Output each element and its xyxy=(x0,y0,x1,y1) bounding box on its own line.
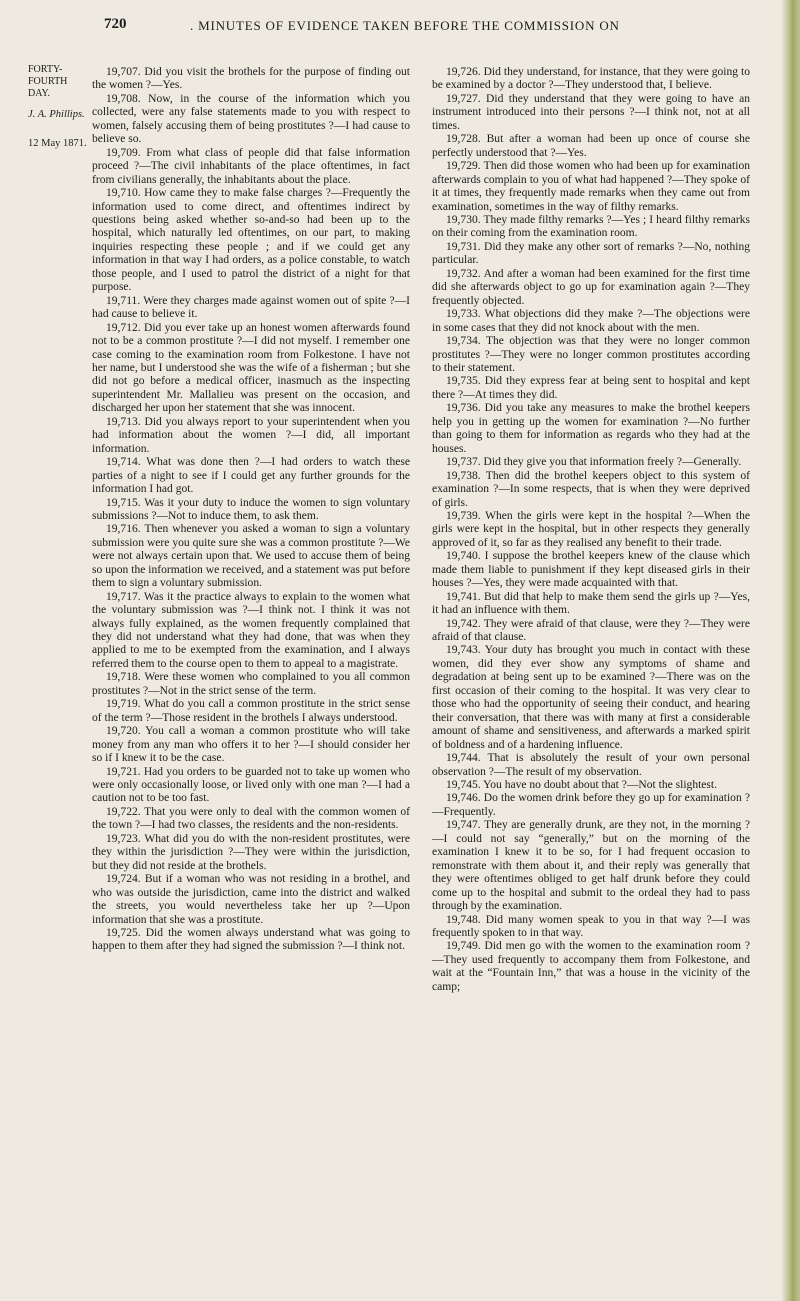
evidence-paragraph: 19,744. That is absolutely the result of your own personal observation ?—The result of my observation. xyxy=(432,752,750,778)
left-column xyxy=(92,66,410,954)
evidence-paragraph: 19,729. Then did those women who had been up for examination afterwards complain to you of what had happened ?—They spoke of it at times, they frequently made remarks when they came out from examination, sometimes in the way of filthy remarks. xyxy=(432,160,750,213)
running-title: . MINUTES OF EVIDENCE TAKEN BEFORE THE COMMISSION ON xyxy=(190,18,620,33)
evidence-paragraph: 19,734. The objection was that they were no longer common prostitutes ?—They were no longer common prostitutes according to their statement. xyxy=(432,335,750,374)
evidence-paragraph: 19,739. When the girls were kept in the hospital ?—When the girls were kept in the hospital, but in other respects they generally approved of it, so far as they realised any benefit to their trade. xyxy=(432,509,750,549)
evidence-paragraph: 19,715. Was it your duty to induce the women to sign voluntary submissions ?—Not to induce them, to ask them. xyxy=(92,496,410,522)
evidence-paragraph: 19,709. From what class of people did that false information proceed ?—The civil inhabitants of the place oftentimes, in fact from civilians generally, the inhabitants about the place. xyxy=(92,146,410,186)
evidence-paragraph: 19,713. Did you always report to your superintendent when you had information about the women ?—I did, all important information. xyxy=(92,415,410,455)
right-column xyxy=(432,66,750,994)
evidence-paragraph: 19,732. And after a woman had been examined for the first time did she afterwards object to go up for examination again ?—They frequently objected. xyxy=(432,267,750,307)
evidence-paragraph: 19,727. Did they understand that they were going to have an instrument introduced into their persons ?—I think not, not at all times. xyxy=(432,92,750,132)
evidence-paragraph: 19,747. They are generally drunk, are they not, in the morning ?—I could not say “generally,” but on the morning of the examination I knew it to be so, for I had frequent occasion to remonstrate with them about it, and their reply was generally that they were oftentimes obliged to get half drunk before they could come up to the hospital and submit to the ordeal they had to pass through by the examination. xyxy=(432,819,750,913)
evidence-paragraph: 19,731. Did they make any other sort of remarks ?—No, nothing particular. xyxy=(432,240,750,267)
evidence-paragraph: 19,733. What objections did they make ?—The objections were in some cases that they did not knock about with the men. xyxy=(432,308,750,334)
evidence-paragraph: 19,735. Did they express fear at being sent to hospital and kept there ?—At times they did. xyxy=(432,375,750,401)
evidence-paragraph: 19,743. Your duty has brought you much in contact with these women, did they ever show any symptoms of shame and degradation at being sent up to be examined ?—There was on the first occasion of their coming to the hospital. It was very clear to those who had the opportunity of seeing their conduct, and hearing their conversation, that there was with many at first a considerable amount of shame and sensitiveness, and afterwards a marked spirit of boldness and of a hardening influence. xyxy=(432,644,750,751)
margin-witness: J. A. Phillips. xyxy=(28,109,85,120)
evidence-paragraph: 19,725. Did the women always understand what was going to happen to them after they had signed the submission ?—I think not. xyxy=(92,927,410,953)
margin-day: FORTY-FOURTH DAY. xyxy=(28,64,68,99)
margin-notes xyxy=(28,64,90,150)
evidence-paragraph: 19,745. You have no doubt about that ?—Not the slightest. xyxy=(446,779,718,792)
evidence-paragraph: 19,737. Did they give you that information freely ?—Generally. xyxy=(446,456,742,469)
evidence-paragraph: 19,746. Do the women drink before they go up for examination ?—Frequently. xyxy=(432,792,750,818)
evidence-paragraph: 19,742. They were afraid of that clause, were they ?—They were afraid of that clause. xyxy=(432,617,750,644)
evidence-paragraph: 19,724. But if a woman who was not residing in a brothel, and who was outside the jurisdiction, came into the district and walked the streets, you would nevertheless take her up ?—Upon information that she was a prostitute. xyxy=(92,873,410,926)
evidence-paragraph: 19,749. Did men go with the women to the examination room ?—They used frequently to accompany them from Folkestone, and wait at the “Fountain Inn,” that was a house in the vicinity of the camp; xyxy=(432,940,750,993)
evidence-paragraph: 19,738. Then did the brothel keepers object to this system of examination ?—In some respects, that is when they were deprived of girls. xyxy=(432,469,750,509)
evidence-paragraph: 19,730. They made filthy remarks ?—Yes ; I heard filthy remarks on their coming from the examination room. xyxy=(432,213,750,240)
evidence-paragraph: 19,714. What was done then ?—I had orders to watch these parties of a night to see if I could get any further grounds for the information I had got. xyxy=(92,456,410,496)
evidence-paragraph: 19,708. Now, in the course of the information which you collected, were any false statements made to you with respect to women, falsely accusing them of being prostitutes ?—I had cause to believe so. xyxy=(92,92,410,146)
evidence-paragraph: 19,736. Did you take any measures to make the brothel keepers help you in getting up the women for examination ?—No further than going to them for information as regards who they had at the houses. xyxy=(432,402,750,455)
evidence-paragraph: 19,716. Then whenever you asked a woman to sign a voluntary submission were you quite sure she was a common prostitute ?—We were not always certain upon that. We used to accuse them of being so upon the information we received, and a statement was put before them to sign a voluntary submission. xyxy=(92,523,410,590)
page-number: 720 xyxy=(104,16,127,32)
evidence-paragraph: 19,720. You call a woman a common prostitute who will take money from any man who offers it to her ?—I should consider her so if I knew it to be the case. xyxy=(92,725,410,765)
evidence-paragraph: 19,726. Did they understand, for instance, that they were going to be examined by a doctor ?—They understood that, I believe. xyxy=(432,66,750,92)
evidence-paragraph: 19,741. But did that help to make them send the girls up ?—Yes, it had an influence with them. xyxy=(432,590,750,617)
page-header xyxy=(0,16,800,38)
evidence-paragraph: 19,717. Was it the practice always to explain to the women what the voluntary submission was ?—I think not. I think it was not always fully explained, as the women frequently complained that they did not understand what they had done, that was when they applied to me to be exempted from the examination, and I always referred them to the course open to them to appeal to a magistrate. xyxy=(92,590,410,670)
evidence-paragraph: 19,712. Did you ever take up an honest women afterwards found not to be a common prostitute ?—I did not myself. I remember one case coming to the examination room from Folkestone. I have not her name, but I understood she was the wife of a fisherman ; but she did not go before a medical officer, inasmuch as the inspecting superintendent Mr. Mallalieu was present on the occasion, and discharged her upon her statement that she was innocent. xyxy=(92,321,410,415)
evidence-paragraph: 19,711. Were they charges made against women out of spite ?—I had cause to believe it. xyxy=(92,294,410,321)
evidence-paragraph: 19,707. Did you visit the brothels for the purpose of finding out the women ?—Yes. xyxy=(92,66,410,92)
evidence-paragraph: 19,721. Had you orders to be guarded not to take up women who were only occasionally loose, or lived only with one man ?—I had a caution not to be too fast. xyxy=(92,765,410,805)
evidence-paragraph: 19,722. That you were only to deal with the common women of the town ?—I had two classes, the residents and the non-residents. xyxy=(92,805,410,832)
evidence-paragraph: 19,723. What did you do with the non-resident prostitutes, were they within the jurisdiction ?—They were within the jurisdiction, but they did not reside at the brothels. xyxy=(92,832,410,872)
evidence-paragraph: 19,728. But after a woman had been up once of course she perfectly understood that ?—Yes. xyxy=(432,133,750,159)
margin-date: 12 May 1871. xyxy=(28,138,87,149)
evidence-paragraph: 19,718. Were these women who complained to you all common prostitutes ?—Not in the strict sense of the term. xyxy=(92,671,410,697)
evidence-paragraph: 19,748. Did many women speak to you in that way ?—I was frequently spoken to in that way. xyxy=(432,913,750,939)
evidence-paragraph: 19,710. How came they to make false charges ?—Frequently the information used to come direct, and oftentimes indirect by questions being asked whether so-and-so had been up to the hospital, which naturally led oftentimes, on our part, to making inquiries respecting these people ; and if we could get any information in that way I had orders, as a police constable, to watch those people, and I used to patrol the district of a night for that purpose. xyxy=(92,187,410,294)
page-edge xyxy=(782,0,800,1301)
evidence-paragraph: 19,740. I suppose the brothel keepers knew of the clause which made them liable to punishment if they kept diseased girls in their houses ?—Yes, they were made acquainted with that. xyxy=(432,550,750,590)
evidence-paragraph: 19,719. What do you call a common prostitute in the strict sense of the term ?—Those resident in the brothels I always understood. xyxy=(92,698,410,724)
